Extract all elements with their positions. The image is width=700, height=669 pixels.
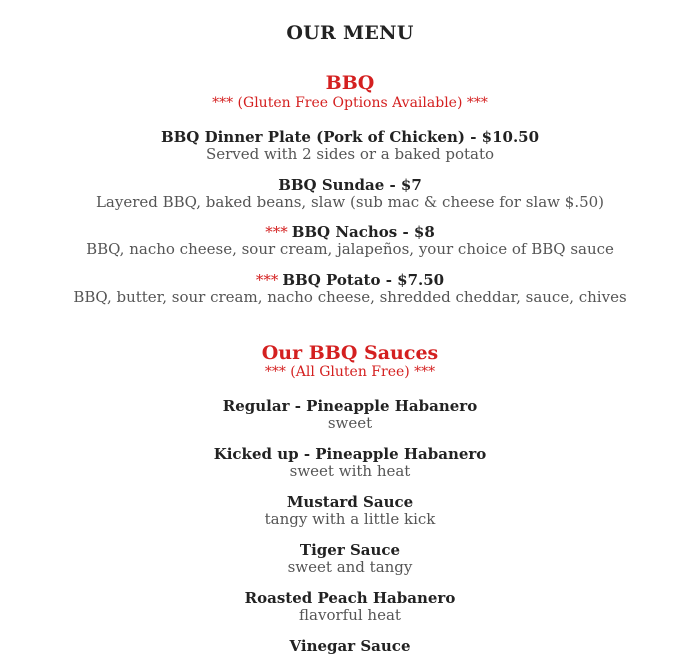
- page-title: OUR MENU: [286, 22, 414, 44]
- bbq-section-title: BBQ: [325, 72, 375, 94]
- menu-item-name: BBQ Potato - $7.50: [282, 271, 445, 289]
- menu-item-name: BBQ Nachos - $8: [291, 223, 435, 241]
- menu-item-name-line: [0, 271, 700, 289]
- menu-item-name: BBQ Dinner Plate (Pork of Chicken) - $10.50: [160, 128, 540, 146]
- sauce-name: Mustard Sauce: [286, 493, 414, 511]
- sauce-item: [0, 397, 700, 432]
- menu-item-description: BBQ, nacho cheese, sour cream, jalapeños, your choice of BBQ sauce: [86, 240, 614, 258]
- menu-item: [0, 128, 700, 163]
- sauce-item: [0, 541, 700, 576]
- sauces-gluten-note: *** (All Gluten Free) ***: [264, 364, 436, 380]
- gluten-free-marker: ***: [265, 223, 288, 241]
- sauce-item: [0, 445, 700, 480]
- sauce-name: Regular - Pineapple Habanero: [222, 397, 478, 415]
- sauce-name: Kicked up - Pineapple Habanero: [213, 445, 487, 463]
- sauce-name: Vinegar Sauce: [289, 637, 411, 655]
- sauce-name: Roasted Peach Habanero: [244, 589, 456, 607]
- sauce-item: [0, 589, 700, 624]
- menu-item-description: Layered BBQ, baked beans, slaw (sub mac & cheese for slaw $.50): [95, 193, 605, 211]
- sauce-description: sweet and tangy: [287, 558, 413, 576]
- menu-item-name: BBQ Sundae - $7: [278, 176, 422, 194]
- menu-item-description: BBQ, butter, sour cream, nacho cheese, shredded cheddar, sauce, chives: [73, 288, 627, 306]
- menu-item: [0, 223, 700, 258]
- menu-item: [0, 176, 700, 211]
- bbq-gluten-note: *** (Gluten Free Options Available) ***: [212, 95, 488, 111]
- sauce-item: [0, 493, 700, 528]
- sauces-section-title: Our BBQ Sauces: [261, 342, 439, 364]
- sauce-description: flavorful heat: [299, 606, 401, 624]
- menu-item-description: Served with 2 sides or a baked potato: [205, 145, 495, 163]
- sauce-description: sweet: [327, 414, 373, 432]
- sauce-item: [0, 637, 700, 655]
- gluten-free-marker: ***: [255, 271, 279, 289]
- menu-item: [0, 271, 700, 306]
- menu-item-name-line: [0, 223, 700, 241]
- sauce-description: tangy with a little kick: [264, 510, 436, 528]
- sauce-name: Tiger Sauce: [299, 541, 401, 559]
- sauce-description: sweet with heat: [289, 462, 411, 480]
